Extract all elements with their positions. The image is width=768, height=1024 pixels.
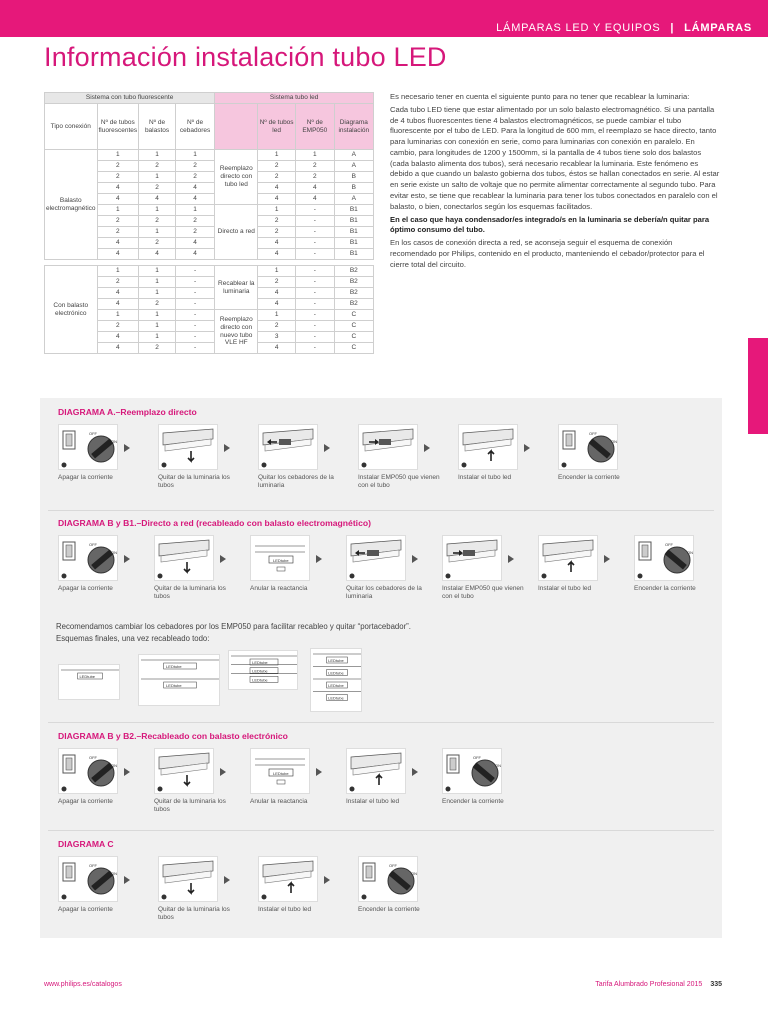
table-cell: 4 [97,288,139,299]
step-arrow-icon [316,768,322,776]
action-label: Reemplazo directo con nuevo tubo VLE HF [215,310,258,354]
step-arrow-icon [604,555,610,563]
step-caption: Instalar el tubo led [458,474,512,481]
step-caption: Quitar los cebadores de la luminaria [346,585,422,601]
table-cell: 4 [97,332,139,343]
table-cell: A [334,194,373,205]
step-ballast [250,535,332,593]
step-caption: Instalar el tubo led [346,798,400,805]
divider [48,510,714,511]
svg-text:ON: ON [495,763,501,768]
table-cell: B2 [334,299,373,310]
step-arrow-icon [316,555,322,563]
switch-on-icon [558,424,618,470]
page-number: 335 [710,981,722,988]
intro-text [390,92,720,273]
col-tubos-led: Nº de tubos led [258,104,296,150]
table-cell: 1 [139,310,176,321]
footer-url[interactable]: www.philips.es/catalogos [44,981,122,988]
step-arrow-icon [124,876,130,884]
step-arrow-icon [124,768,130,776]
step-switch-off [58,424,140,482]
step-starter-install [358,424,440,490]
table-cell: 1 [139,277,176,288]
table-cell: 2 [139,216,176,227]
table-row [45,266,374,277]
step-tube-install [258,856,340,914]
step-caption: Encender la corriente [558,474,620,481]
table-cell: - [295,288,334,299]
table-cell: 1 [175,205,214,216]
divider [48,722,714,723]
col-emp050: Nº de EMP050 [295,104,334,150]
schematics-note: Esquemas finales, una vez recableado todo: [56,634,210,643]
step-arrow-icon [124,444,130,452]
switch-off-icon [58,535,118,581]
col-cebadores: Nº de cebadores [175,104,214,150]
table-cell: 4 [175,249,214,260]
starter-install-icon [442,535,502,581]
breadcrumb: LÁMPARAS LED Y EQUIPOS | LÁMPARAS [496,22,752,34]
step-arrow-icon [412,555,418,563]
table-cell: 2 [97,161,139,172]
diagram-c-title: DIAGRAMA C [58,839,114,849]
table-cell: 1 [139,321,176,332]
step-arrow-icon [124,555,130,563]
svg-text:OFF: OFF [89,431,97,436]
table-cell: B1 [334,238,373,249]
table-cell: 2 [139,343,176,354]
step-arrow-icon [220,555,226,563]
schematic-label: LEDtube [252,677,268,683]
intro-p4: En los casos de conexión directa a red, se aconseja seguir el esquema de conexión recomendado por Philips, contenido en el producto, manteniendo el cebador/protector para el cierre total del circuito. [390,238,705,269]
switch-on-icon [634,535,694,581]
ballast-icon [250,748,310,794]
step-caption: Apagar la corriente [58,906,113,913]
schematic-label: LEDtube [166,664,182,669]
step-arrow-icon [224,876,230,884]
table-cell: C [334,343,373,354]
diagram-b1-title: DIAGRAMA B y B1.–Directo a red (recableado con balasto electromagnético) [58,518,371,528]
step-caption: Encender la corriente [634,585,696,592]
table-cell: 4 [258,238,296,249]
table-cell: 4 [295,194,334,205]
table-cell: - [175,343,214,354]
table-cell: 4 [175,194,214,205]
schematic-label: LEDtube [328,658,344,663]
table-cell: 4 [258,183,296,194]
wiring-schematic [58,664,120,700]
tube-install-icon [346,748,406,794]
starter-remove-icon [346,535,406,581]
tube-install-icon [258,856,318,902]
table-cell: 2 [97,227,139,238]
table-cell: 4 [139,194,176,205]
wiring-schematic [138,654,220,706]
switch-off-icon [58,424,118,470]
step-ballast [250,748,332,806]
step-tube-install [458,424,540,482]
step-arrow-icon [324,444,330,452]
step-caption: Anular la reactancia [250,585,308,592]
table-cell: 1 [258,310,296,321]
table-cell: 1 [139,150,176,161]
table-cell: 2 [97,277,139,288]
table-cell: - [295,310,334,321]
top-bar [0,0,768,37]
starter-install-icon [358,424,418,470]
svg-text:OFF: OFF [89,755,97,760]
step-caption: Quitar los cebadores de la luminaria [258,474,334,490]
step-arrow-icon [508,555,514,563]
step-caption: Anular la reactancia [250,798,308,805]
side-tab-marker [748,338,768,434]
schematic-label: LEDtube [79,674,96,679]
schematic-label: LEDtube [328,670,344,676]
table-cell: 1 [139,266,176,277]
table-cell: B [334,183,373,194]
group-fluorescent: Sistema con tubo fluorescente [45,93,215,104]
table-cell: - [295,343,334,354]
step-switch-off [58,748,140,806]
table-cell: 1 [258,205,296,216]
table-cell: 1 [97,150,139,161]
svg-text:ON: ON [111,439,117,444]
table-cell: C [334,321,373,332]
step-tube-remove [158,856,240,922]
table-cell: 2 [258,321,296,332]
table-cell: 4 [97,183,139,194]
svg-text:ON: ON [687,550,693,555]
table-cell: 4 [97,194,139,205]
step-tube-remove [158,424,240,490]
table-cell: - [175,310,214,321]
intro-p3: En el caso que haya condensador/es integrado/s en la luminaria se debería/n quitar para óptimo consumo del tubo. [390,214,710,235]
svg-text:ON: ON [111,550,117,555]
table-cell: 2 [258,216,296,227]
table-cell: 4 [258,288,296,299]
schematic-label: LEDtube [252,660,268,665]
table-cell: 3 [258,332,296,343]
step-caption: Instalar el tubo led [258,906,312,913]
step-caption: Quitar de la luminaria los tubos [154,798,226,814]
breadcrumb-section: LÁMPARAS LED Y EQUIPOS [496,22,661,34]
table-cell: 2 [139,299,176,310]
table-cell: 4 [258,249,296,260]
table-cell: - [175,321,214,332]
table-cell: 2 [139,238,176,249]
table-cell: 2 [139,161,176,172]
table-cell: 2 [175,161,214,172]
svg-text:LEDtube: LEDtube [273,771,289,776]
table-cell: - [295,249,334,260]
svg-text:OFF: OFF [89,542,97,547]
table-cell: - [175,299,214,310]
step-caption: Quitar de la luminaria los tubos [154,585,226,601]
svg-text:OFF: OFF [389,863,397,868]
table-cell: 2 [258,172,296,183]
page-title: Información instalación tubo LED [44,42,447,72]
table-cell: 2 [258,277,296,288]
tube-install-icon [538,535,598,581]
svg-text:LEDtube: LEDtube [273,558,289,563]
table-cell: A [334,150,373,161]
schematic-label: LEDtube [166,683,182,688]
table-row [45,150,374,161]
table-cell: - [175,288,214,299]
step-starter-remove [346,535,428,601]
step-switch-off [58,535,140,593]
divider [48,830,714,831]
table-cell: 2 [175,216,214,227]
step-switch-off [58,856,140,914]
step-tube-remove [154,535,236,601]
switch-on-icon [358,856,418,902]
svg-text:ON: ON [111,763,117,768]
step-switch-on [634,535,716,593]
intro-p2: Cada tubo LED tiene que estar alimentado por un solo balasto electromagnético. Si una pantalla de 4 tubos fluorescentes tiene 4 balastos electromagnéticos, se puede cambiar el tubo fluorescente por el tubo de LED. Para la longitud de 600 mm, el reemplazo se hace directo, tanto para luminarias con conexión en serie, como para luminarias con conexión en paralelo. En cambio, para longitudes de 1200 y 1500mm, si la pantalla de 4 tubos tiene solo dos balastos (cada balasto alimenta dos tubos), será necesario recablear la luminaria. Este fenómeno es debido a que cuando un balasto gobierna dos tubos, éstos se hallan conectados en serie. Al estar en serie existe un salto de voltaje que no permite alimentar correctamente al segundo tubo. Para evitar esto, se tiene que recablear la luminaria para tener los tubos conectados en paralelo con el balasto, o bien, conectarlos según los esquemas facilitados. [390,104,720,211]
svg-text:ON: ON [111,871,117,876]
table-cell: - [295,216,334,227]
col-tubos: Nº de tubos fluorescentes [97,104,139,150]
table-cell: 2 [97,321,139,332]
step-switch-on [442,748,524,806]
step-switch-on [558,424,640,482]
step-arrow-icon [324,876,330,884]
starter-remove-icon [258,424,318,470]
intro-p1: Es necesario tener en cuenta el siguiente punto para no tener que recablear la luminaria: [390,92,690,101]
table-cell: - [175,332,214,343]
table-cell: 1 [97,205,139,216]
action-label: Recablear la luminaria [215,266,258,310]
table-cell: B1 [334,205,373,216]
step-starter-install [442,535,524,601]
step-caption: Apagar la corriente [58,474,113,481]
table-cell: 4 [258,299,296,310]
step-caption: Encender la corriente [358,906,420,913]
table-cell: 4 [175,238,214,249]
table-cell: 2 [295,172,334,183]
table-cell: 4 [97,299,139,310]
table-cell: B2 [334,266,373,277]
table-cell: 2 [258,161,296,172]
table-cell: 4 [258,194,296,205]
table-cell: 2 [97,172,139,183]
table-cell: - [295,299,334,310]
table-cell: 1 [139,332,176,343]
installation-table [44,92,374,354]
group-led: Sistema tubo led [215,93,374,104]
step-caption: Instalar EMP050 que vienen con el tubo [358,474,440,490]
step-caption: Apagar la corriente [58,585,113,592]
step-arrow-icon [424,444,430,452]
col-balastos: Nº de balastos [139,104,176,150]
schematic-label: LEDtube [328,695,344,701]
svg-text:OFF: OFF [665,542,673,547]
step-caption: Quitar de la luminaria los tubos [158,474,230,490]
table-cell: B2 [334,277,373,288]
table-cell: - [295,321,334,332]
schematic-label: LEDtube [252,668,268,674]
svg-text:OFF: OFF [589,431,597,436]
step-tube-install [346,748,428,806]
col-tipo: Tipo conexión [45,104,98,150]
switch-on-icon [442,748,502,794]
svg-text:ON: ON [611,439,617,444]
tube-install-icon [458,424,518,470]
group-label: Con balasto electrónico [45,266,98,354]
table-cell: A [334,161,373,172]
table-cell: - [295,277,334,288]
table-cell: B1 [334,227,373,238]
group-label: Balasto electromagnético [45,150,98,260]
table-cell: 1 [295,150,334,161]
table-cell: 1 [97,266,139,277]
tube-remove-icon [158,424,218,470]
breadcrumb-current: LÁMPARAS [684,22,752,34]
recommendation-note: Recomendamos cambiar los cebadores por los EMP050 para facilitar recableo y quitar “portacebador”. [56,622,411,631]
step-switch-on [358,856,440,914]
table-cell: - [295,205,334,216]
step-arrow-icon [220,768,226,776]
table-cell: 2 [175,227,214,238]
table-cell: - [175,277,214,288]
table-cell: 4 [175,183,214,194]
table-cell: 1 [139,288,176,299]
table-cell: 4 [97,249,139,260]
table-cell: 4 [97,238,139,249]
tube-remove-icon [154,748,214,794]
table-cell: C [334,310,373,321]
svg-text:OFF: OFF [473,755,481,760]
table-cell: - [295,332,334,343]
step-caption: Quitar de la luminaria los tubos [158,906,230,922]
table-cell: B2 [334,288,373,299]
table-cell: 1 [175,150,214,161]
table-cell: - [295,238,334,249]
table-cell: 1 [258,266,296,277]
wiring-schematic [310,648,362,712]
step-arrow-icon [524,444,530,452]
table-cell: 1 [139,172,176,183]
step-tube-remove [154,748,236,814]
table-cell: - [295,227,334,238]
table-cell: 4 [97,343,139,354]
action-label: Directo a red [215,205,258,260]
step-arrow-icon [224,444,230,452]
step-arrow-icon [412,768,418,776]
switch-off-icon [58,856,118,902]
table-cell: 2 [295,161,334,172]
action-label: Reemplazo directo con tubo led [215,150,258,205]
step-starter-remove [258,424,340,490]
diagram-b2-title: DIAGRAMA B y B2.–Recableado con balasto electrónico [58,731,288,741]
table-cell: 4 [258,343,296,354]
table-cell: 2 [258,227,296,238]
step-caption: Encender la corriente [442,798,504,805]
table-cell: - [295,266,334,277]
wiring-schematic [228,650,298,690]
table-cell: 1 [258,150,296,161]
table-cell: 4 [139,249,176,260]
table-cell: B1 [334,216,373,227]
table-cell: 1 [139,227,176,238]
switch-off-icon [58,748,118,794]
tube-remove-icon [154,535,214,581]
svg-text:ON: ON [411,871,417,876]
diagram-a-title: DIAGRAMA A.–Reemplazo directo [58,407,197,417]
schematic-label: LEDtube [328,683,344,688]
footer-catalog: Tarifa Alumbrado Profesional 2015 335 [595,981,722,988]
col-diagrama: Diagrama instalación [334,104,373,150]
table-cell: 2 [139,183,176,194]
svg-text:OFF: OFF [89,863,97,868]
step-caption: Instalar EMP050 que vienen con el tubo [442,585,524,601]
step-tube-install [538,535,620,593]
table-cell: 1 [139,205,176,216]
table-cell: B1 [334,249,373,260]
table-cell: 1 [97,310,139,321]
tube-remove-icon [158,856,218,902]
table-cell: - [175,266,214,277]
step-caption: Apagar la corriente [58,798,113,805]
col-accion [215,104,258,150]
table-cell: B [334,172,373,183]
ballast-icon [250,535,310,581]
table-cell: 2 [175,172,214,183]
table-cell: 4 [295,183,334,194]
table-cell: 2 [97,216,139,227]
table-cell: C [334,332,373,343]
step-caption: Instalar el tubo led [538,585,592,592]
